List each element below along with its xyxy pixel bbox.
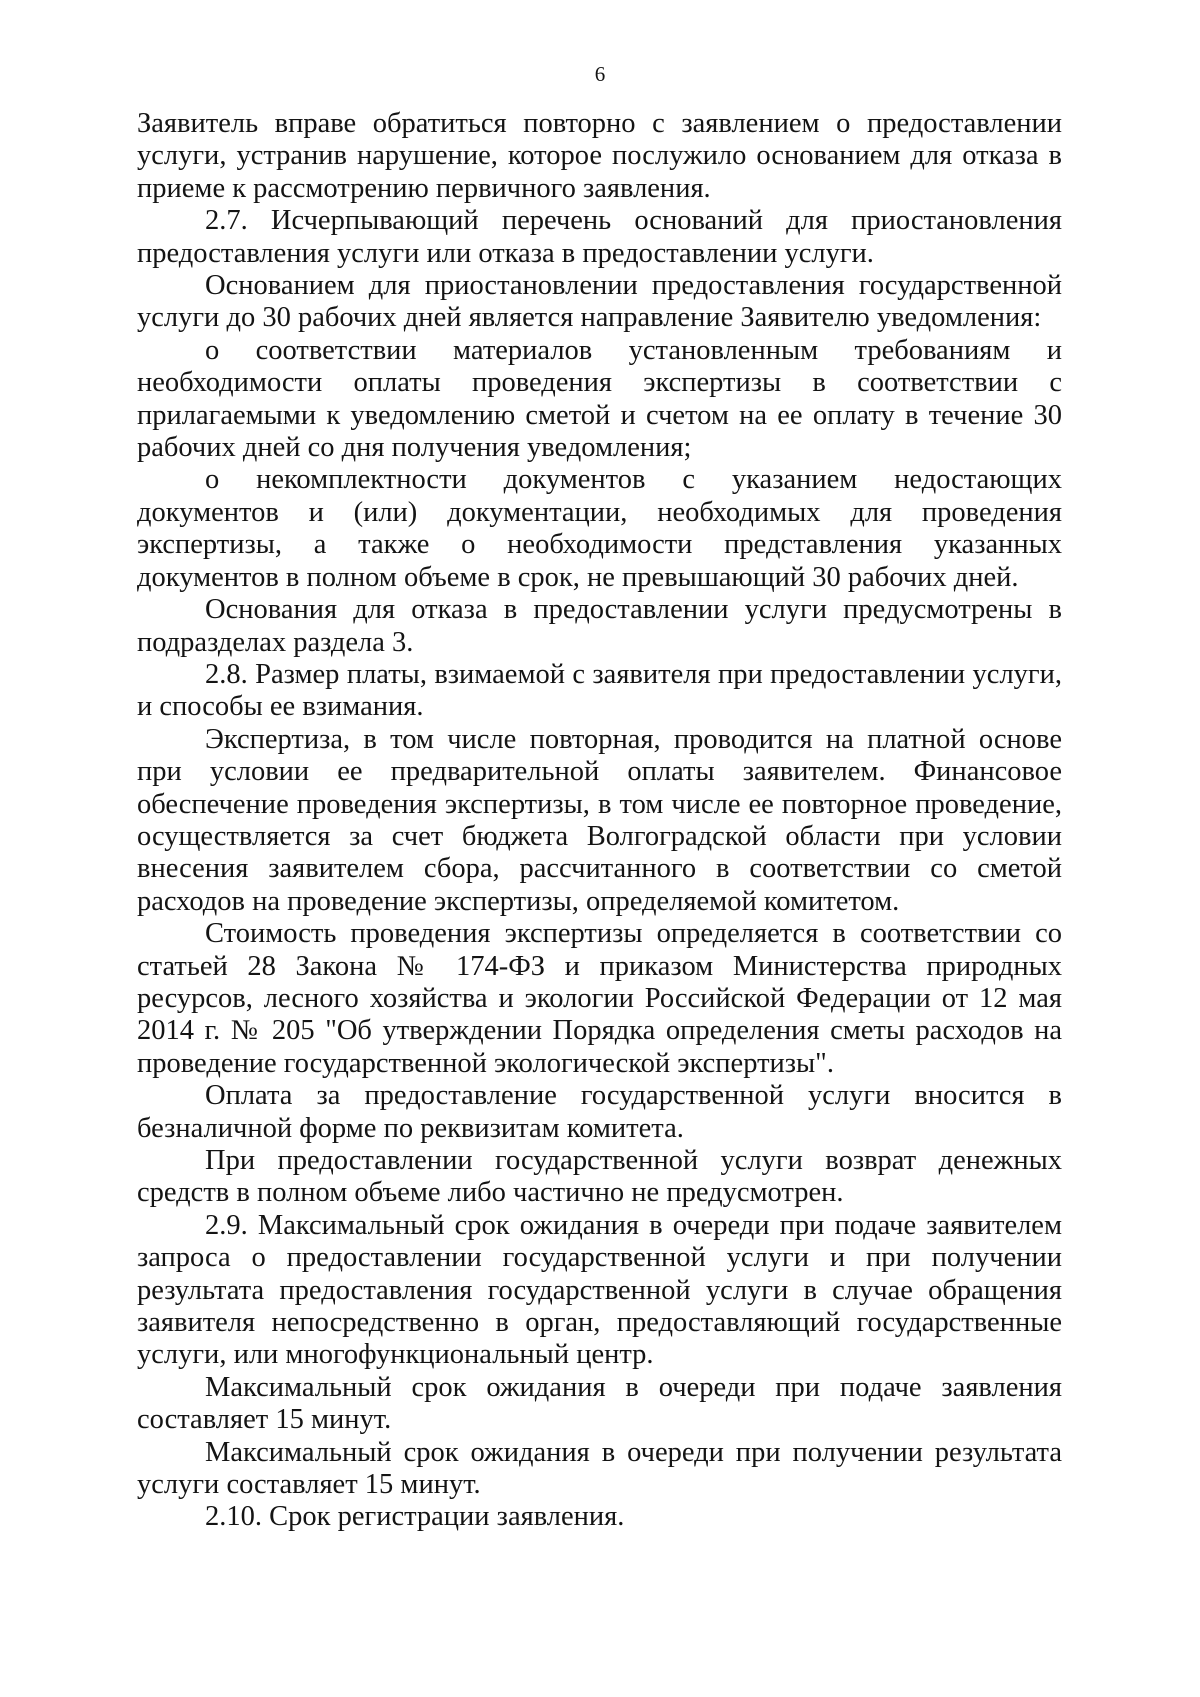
paragraph-applicant-reapply: Заявитель вправе обратиться повторно с заявлением о предоставлении услуги, устранив нарушение, которое послужило основанием для отказа в приеме к рассмотрению первичного заявления.: [137, 108, 1062, 204]
paragraph-queue-submission: Максимальный срок ожидания в очереди при подаче заявления составляет 15 минут.: [137, 1371, 1062, 1436]
document-body: [137, 108, 1062, 1534]
paragraph-2-7-heading: 2.7. Исчерпывающий перечень оснований для приостановления предоставления услуги или отказа в предоставлении услуги.: [137, 205, 1062, 269]
paragraph-materials-compliance: о соответствии материалов установленным требованиям и необходимости оплаты проведения экспертизы в соответствии с прилагаемыми к уведомлению сметой и счетом на ее оплату в течение 30 рабочих дней со дня получения уведомления;: [137, 334, 1062, 464]
paragraph-refusal-grounds: Основания для отказа в предоставлении услуги предусмотрены в подразделах раздела 3.: [137, 594, 1062, 658]
paragraph-paid-expertise: Экспертиза, в том числе повторная, проводится на платной основе при условии ее предварительной оплаты заявителем. Финансовое обеспечение проведения экспертизы, в том числе ее повторное проведение, осуществляется за счет бюджета Волгоградской области при условии внесения заявителем сбора, рассчитанного в соответствии со сметой расходов на проведение экспертизы, определяемой комитетом.: [137, 723, 1062, 917]
paragraph-expertise-cost: Стоимость проведения экспертизы определяется в соответствии со статьей 28 Закона № 174-ФЗ и приказом Министерства природных ресурсов, лесного хозяйства и экологии Российской Федерации от 12 мая 2014 г. № 205 "Об утверждении Порядка определения сметы расходов на проведение государственной экологической экспертизы".: [137, 918, 1062, 1079]
paragraph-2-10-heading: 2.10. Срок регистрации заявления.: [205, 1501, 625, 1533]
paragraph-2-8-heading: 2.8. Размер платы, взимаемой с заявителя при предоставлении услуги, и способы ее взимания.: [137, 658, 1062, 723]
paragraph-payment-method: Оплата за предоставление государственной услуги вносится в безналичной форме по реквизитам комитета.: [137, 1080, 1062, 1144]
paragraph-no-refund: При предоставлении государственной услуги возврат денежных средств в полном объеме либо частично не предусмотрен.: [137, 1145, 1062, 1209]
page-number: 6: [594, 62, 606, 86]
paragraph-suspension-basis: Основанием для приостановлении предоставления государственной услуги до 30 рабочих дней является направление Заявителю уведомления:: [137, 270, 1062, 334]
paragraph-queue-result: Максимальный срок ожидания в очереди при получении результата услуги составляет 15 минут.: [137, 1436, 1062, 1501]
paragraph-2-9-heading: 2.9. Максимальный срок ожидания в очереди при подаче заявителем запроса о предоставлении государственной услуги и при получении результата предоставления государственной услуги в случае обращения заявителя непосредственно в орган, предоставляющий государственные услуги, или многофункциональный центр.: [137, 1209, 1062, 1371]
paragraph-incomplete-documents: о некомплектности документов с указанием недостающих документов и (или) документации, необходимых для проведения экспертизы, а также о необходимости представления указанных документов в полном объеме в срок, не превышающий 30 рабочих дней.: [137, 464, 1062, 593]
